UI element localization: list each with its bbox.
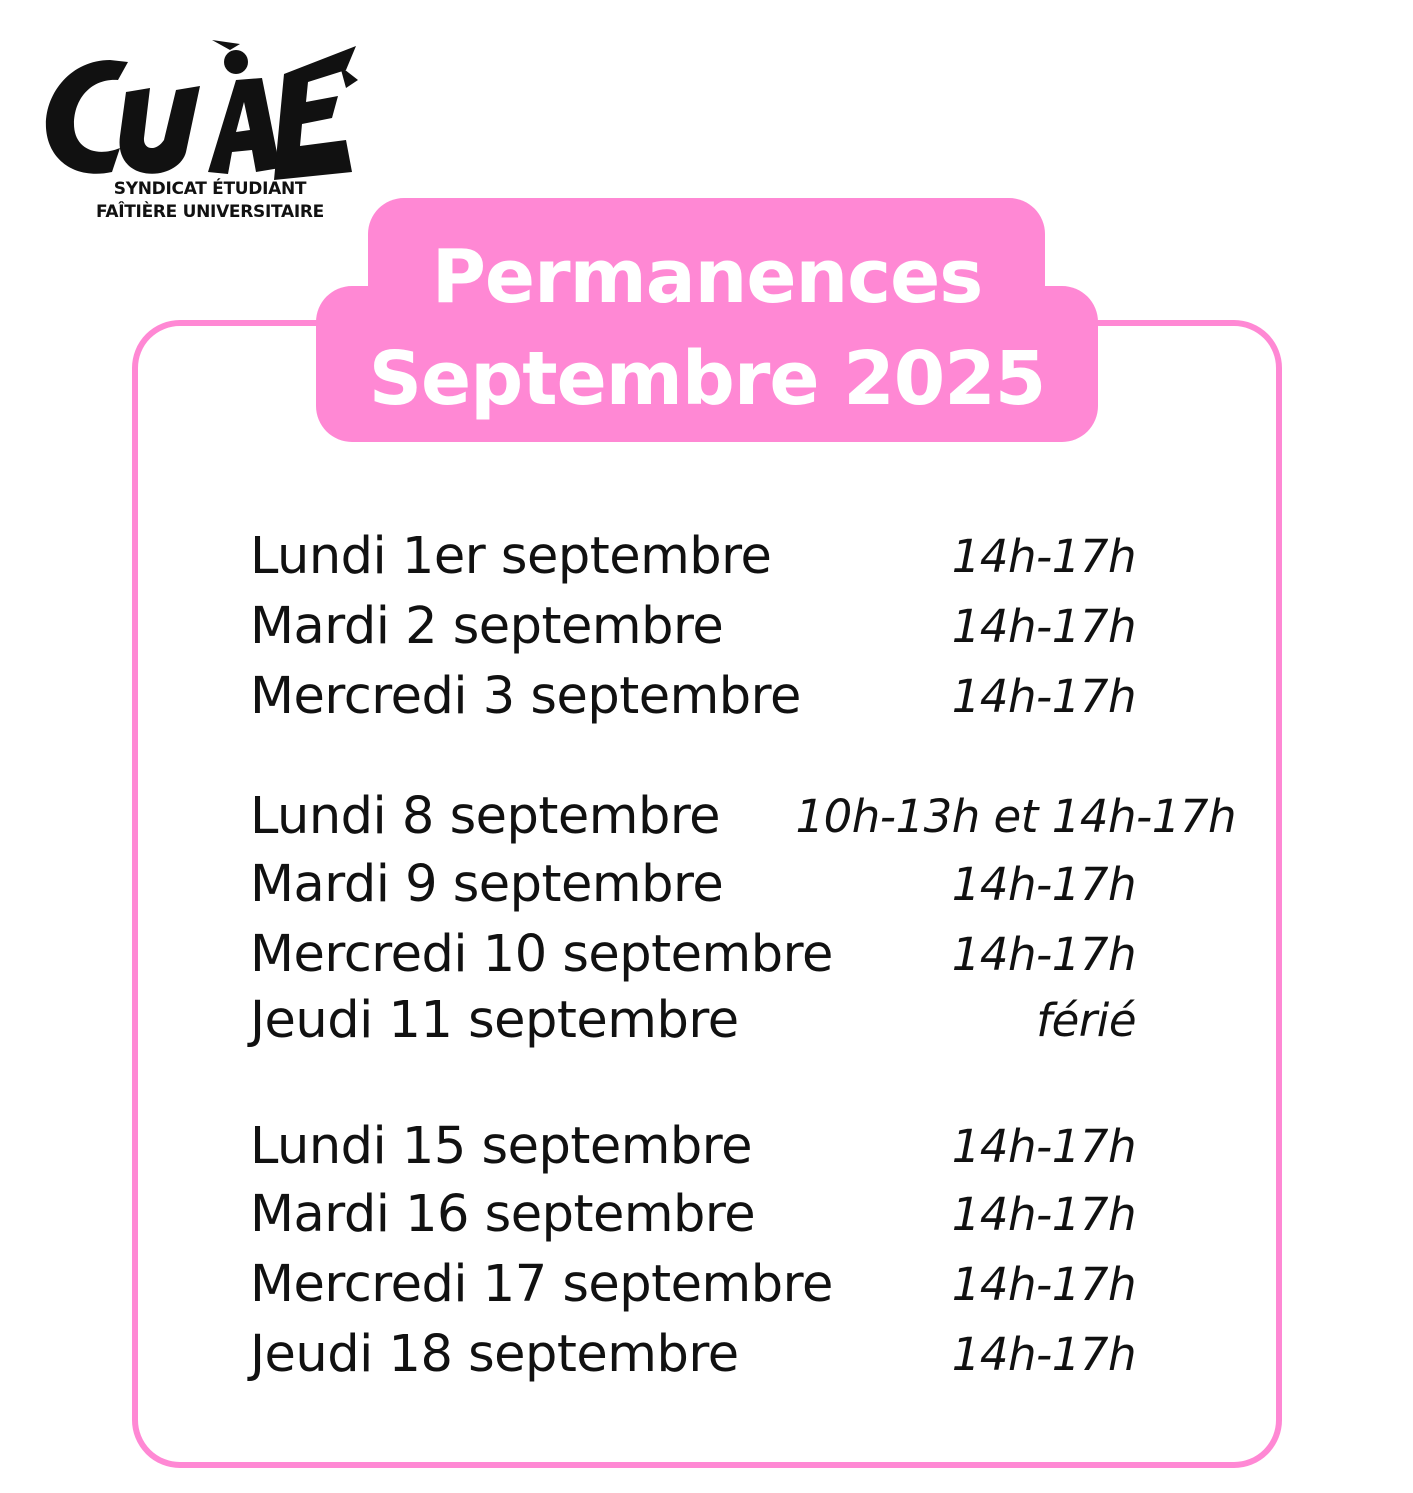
schedule-row: [250, 850, 1236, 920]
schedule-hours: 10h-13h et 14h-17h: [795, 790, 1236, 843]
schedule-hours: 14h-17h: [951, 1188, 1136, 1241]
schedule-row: [250, 662, 1236, 732]
schedule-day: Mardi 9 septembre: [250, 855, 724, 914]
schedule-day: Mercredi 3 septembre: [250, 667, 801, 726]
schedule-row: [250, 1112, 1236, 1182]
schedule-hours: 14h-17h: [951, 600, 1136, 653]
page-title: [316, 226, 1098, 430]
schedule-day: Mercredi 17 septembre: [250, 1255, 833, 1314]
schedule-day: Mardi 16 septembre: [250, 1185, 756, 1244]
schedule-hours: 14h-17h: [951, 1258, 1136, 1311]
schedule-hours: 14h-17h: [951, 928, 1136, 981]
schedule-day: Lundi 1er septembre: [250, 527, 772, 586]
schedule-row: [250, 920, 1236, 990]
schedule-hours: 14h-17h: [951, 530, 1136, 583]
schedule-row: [250, 522, 1236, 592]
schedule-row: [250, 1250, 1236, 1320]
schedule-row: [250, 1180, 1236, 1250]
cuae-logo: [40, 40, 360, 225]
schedule-hours: 14h-17h: [951, 670, 1136, 723]
schedule-row: [250, 1320, 1236, 1390]
logo-subtitle-line1: SYNDICAT ÉTUDIANT: [113, 179, 307, 199]
title-line1: Permanences: [431, 234, 983, 320]
schedule-hours: férié: [1036, 994, 1136, 1047]
schedule-day: Lundi 8 septembre: [250, 787, 721, 846]
schedule-day: Lundi 15 septembre: [250, 1117, 752, 1176]
schedule-row: [250, 782, 1236, 852]
title-line2: Septembre 2025: [368, 336, 1046, 422]
schedule-day: Mardi 2 septembre: [250, 597, 724, 656]
schedule-day: Jeudi 11 septembre: [250, 991, 739, 1050]
schedule-row: [250, 986, 1236, 1056]
schedule-hours: 14h-17h: [951, 858, 1136, 911]
logo-subtitle-line2: FAÎTIÈRE UNIVERSITAIRE: [96, 202, 324, 222]
schedule-day: Jeudi 18 septembre: [250, 1325, 739, 1384]
schedule-hours: 14h-17h: [951, 1328, 1136, 1381]
schedule-hours: 14h-17h: [951, 1120, 1136, 1173]
cuae-wordmark-logo: [40, 40, 360, 180]
schedule-day: Mercredi 10 septembre: [250, 925, 833, 984]
schedule-row: [250, 592, 1236, 662]
